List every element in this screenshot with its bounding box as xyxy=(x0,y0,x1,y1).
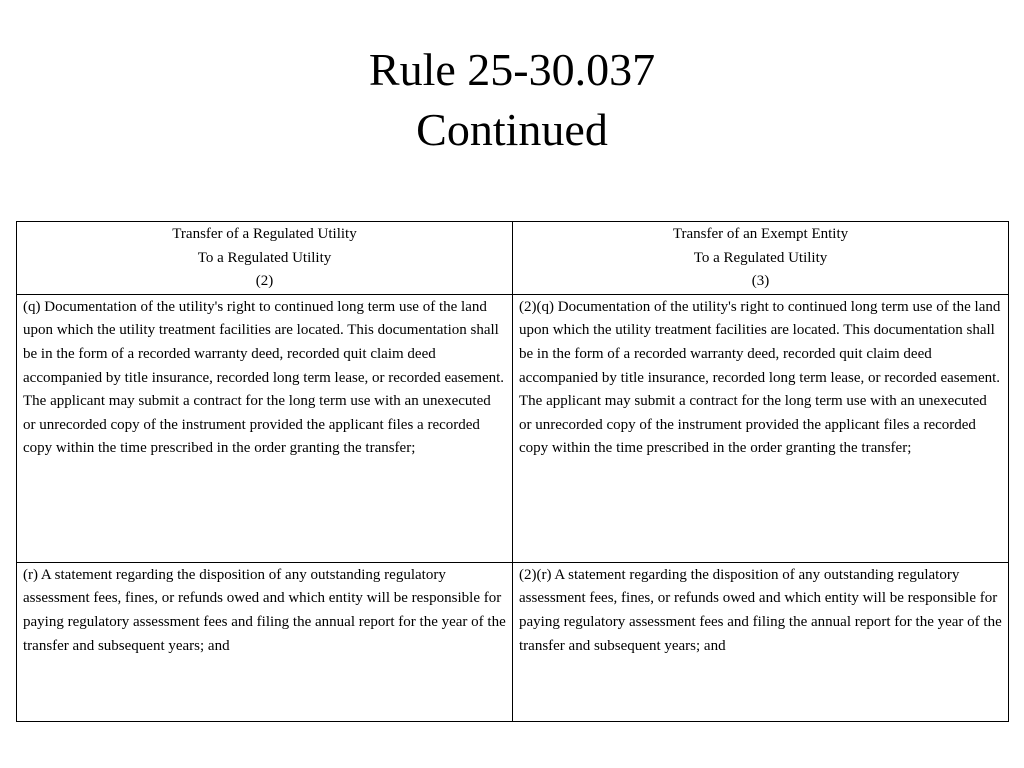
title-line-rule-number: Rule 25-30.037 xyxy=(368,44,656,95)
header-line: (2) xyxy=(255,273,274,290)
cell-right-r: (2)(r) A statement regarding the disposition of any outstanding regulatory assessment fees, fines, or refunds owed and which entity will be responsible for paying regulatory assessment fees and filing the annual report for the year of the transfer and subsequent years; and xyxy=(513,562,1009,721)
cell-left-q: (q) Documentation of the utility's right to continued long term use of the land upon which the utility treatment facilities are located. This documentation shall be in the form of a recorded warranty deed, recorded quit claim deed accompanied by title insurance, recorded long term lease, or recorded easement. The applicant may submit a contract for the long term use with an unexecuted or unrecorded copy of the instrument provided the applicant files a recorded copy within the time prescribed in the order granting the transfer; xyxy=(17,294,513,562)
cell-left-r: (r) A statement regarding the disposition of any outstanding regulatory assessment fees, fines, or refunds owed and which entity will be responsible for paying regulatory assessment fees and filing the annual report for the year of the transfer and subsequent years; and xyxy=(17,562,513,721)
header-line: To a Regulated Utility xyxy=(693,249,828,266)
table-row xyxy=(17,294,1009,562)
header-line: To a Regulated Utility xyxy=(197,249,332,266)
header-line: Transfer of an Exempt Entity xyxy=(672,226,849,242)
header-line: (3) xyxy=(751,273,770,290)
table-row xyxy=(17,562,1009,721)
comparison-table xyxy=(16,221,1009,722)
header-exempt-to-regulated xyxy=(513,222,1009,295)
table-header-row xyxy=(17,222,1009,295)
title-line-continued: Continued xyxy=(416,104,608,155)
header-line: Transfer of a Regulated Utility xyxy=(172,226,357,242)
cell-right-q: (2)(q) Documentation of the utility's right to continued long term use of the land upon which the utility treatment facilities are located. This documentation shall be in the form of a recorded warranty deed, recorded quit claim deed accompanied by title insurance, recorded long term lease, or recorded easement. The applicant may submit a contract for the long term use with an unexecuted or unrecorded copy of the instrument provided the applicant files a recorded copy within the time prescribed in the order granting the transfer; xyxy=(513,294,1009,562)
page-title xyxy=(0,40,1024,160)
header-regulated-to-regulated xyxy=(17,222,513,295)
